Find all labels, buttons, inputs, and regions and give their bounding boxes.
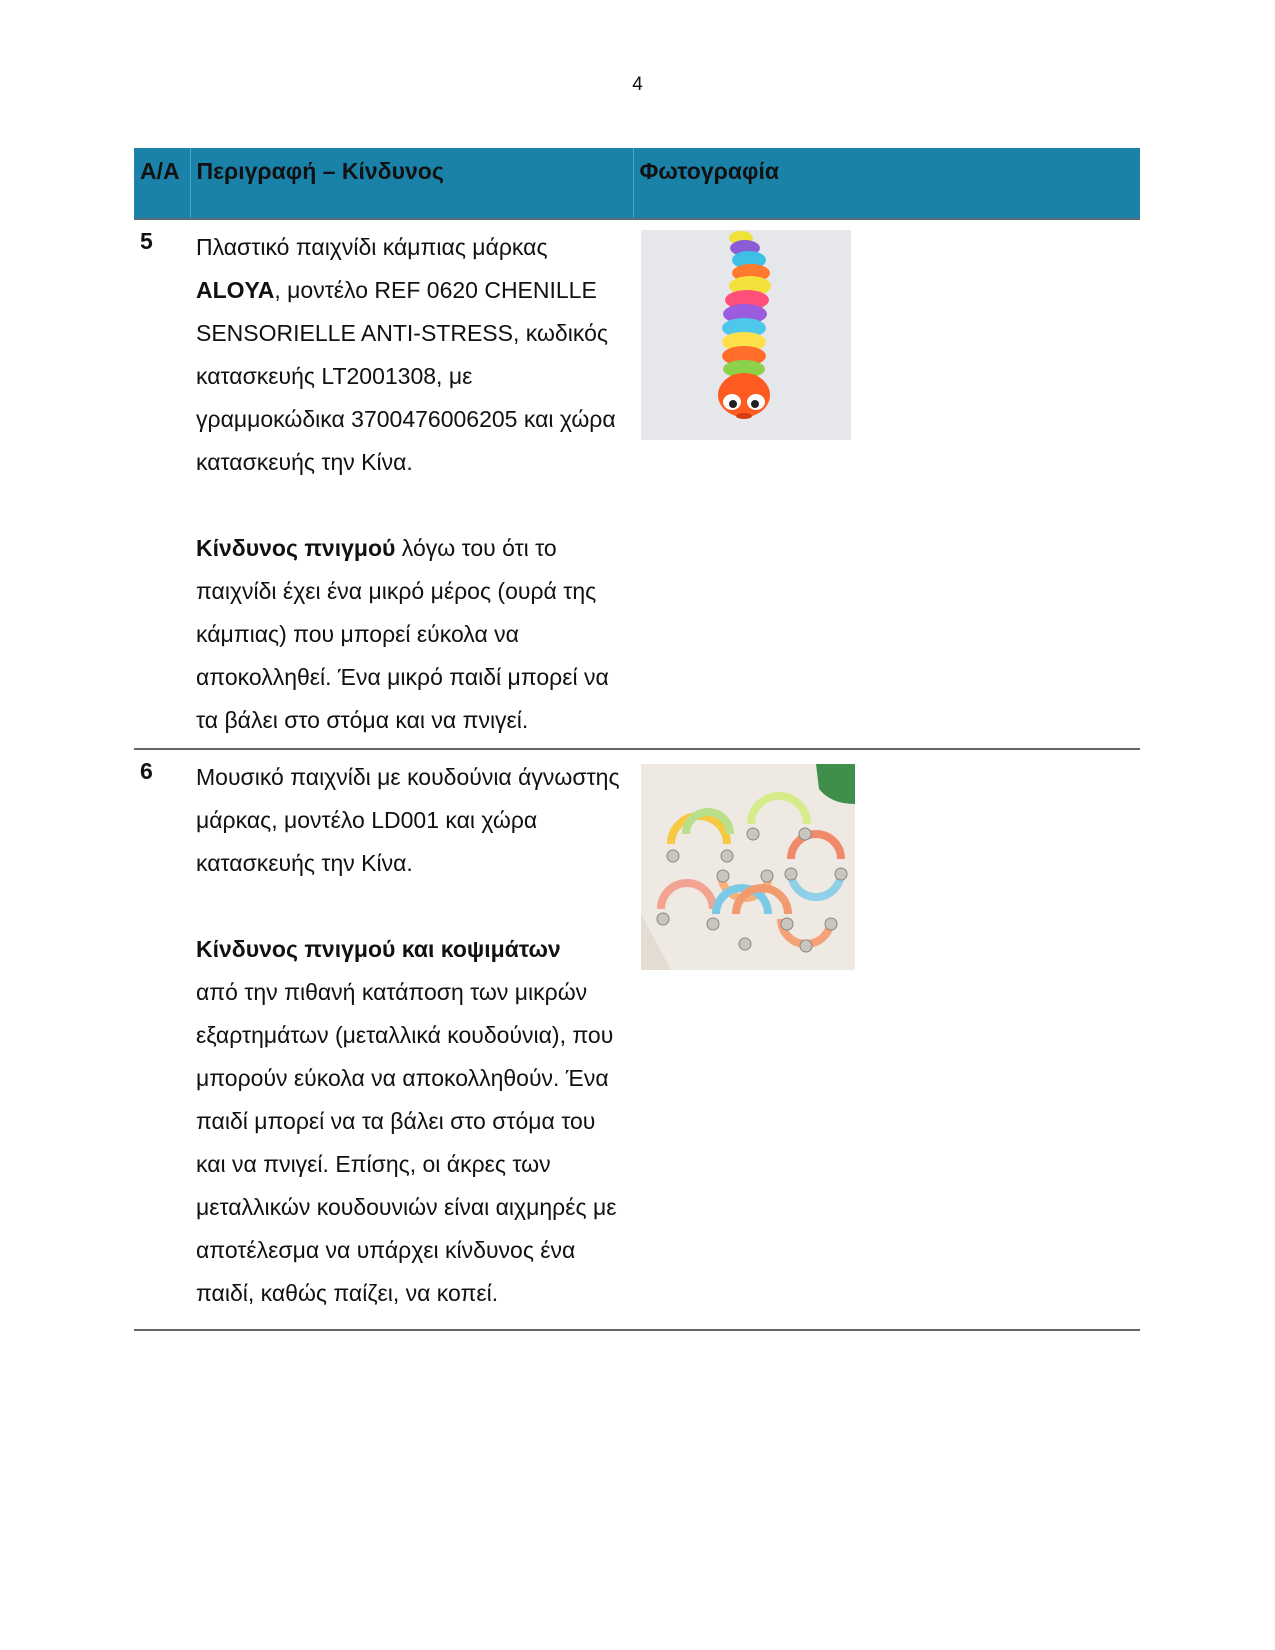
product-description: Μουσικό παιχνίδι με κουδούνια άγνωστης μάρκας, μοντέλο LD001 και χώρα κατασκευής την Κίνα. <box>196 764 620 876</box>
table-header-row <box>134 148 1140 219</box>
page-number: 4 <box>632 74 643 95</box>
row-description <box>190 749 633 1330</box>
description-text: , μοντέλο REF 0620 CHENILLE SENSORIELLE ANTI-STRESS, κωδικός κατασκευής LT2001308, με γραμμοκώδικα 3700476006205 και χώρα κατασκευής την Κίνα. <box>196 277 616 475</box>
table-row <box>134 219 1140 749</box>
hazard-description <box>196 928 623 1315</box>
hazard-text: λόγω του ότι το παιχνίδι έχει ένα μικρό μέρος (ουρά της κάμπιας) που μπορεί εύκολα να αποκολληθεί. Ένα μικρό παιδί μπορεί να τα βάλει στο στόμα και να πνιγεί. <box>196 535 609 733</box>
header-photo: Φωτογραφία <box>633 148 1140 219</box>
description-text: Πλαστικό παιχνίδι κάμπιας μάρκας <box>196 234 548 260</box>
hazard-title: Κίνδυνος πνιγμού και κοψιμάτων <box>196 936 561 962</box>
header-aa: Α/Α <box>134 148 190 219</box>
hazard-table <box>134 148 1140 1331</box>
product-description <box>196 226 623 484</box>
row-number: 6 <box>134 749 190 1330</box>
row-number: 5 <box>134 219 190 749</box>
row-photo <box>633 219 1140 749</box>
table-row <box>134 749 1140 1330</box>
hazard-description <box>196 527 623 742</box>
row-photo <box>633 749 1140 1330</box>
bell-rattle-toys-photo <box>641 764 855 970</box>
brand-name: ALOYA <box>196 277 275 303</box>
header-description: Περιγραφή – Κίνδυνος <box>190 148 633 219</box>
caterpillar-toy-photo <box>641 230 851 440</box>
hazard-text: από την πιθανή κατάποση των μικρών εξαρτημάτων (μεταλλικά κουδούνια), που μπορούν εύκολα να αποκολληθούν. Ένα παιδί μπορεί να τα βάλει στο στόμα του και να πνιγεί. Επίσης, οι άκρες των μεταλλικών κουδουνιών είναι αιχμηρές με αποτέλεσμα να υπάρχει κίνδυνος ένα παιδί, καθώς παίζει, να κοπεί. <box>196 979 617 1306</box>
row-description <box>190 219 633 749</box>
hazard-title: Κίνδυνος πνιγμού <box>196 535 396 561</box>
